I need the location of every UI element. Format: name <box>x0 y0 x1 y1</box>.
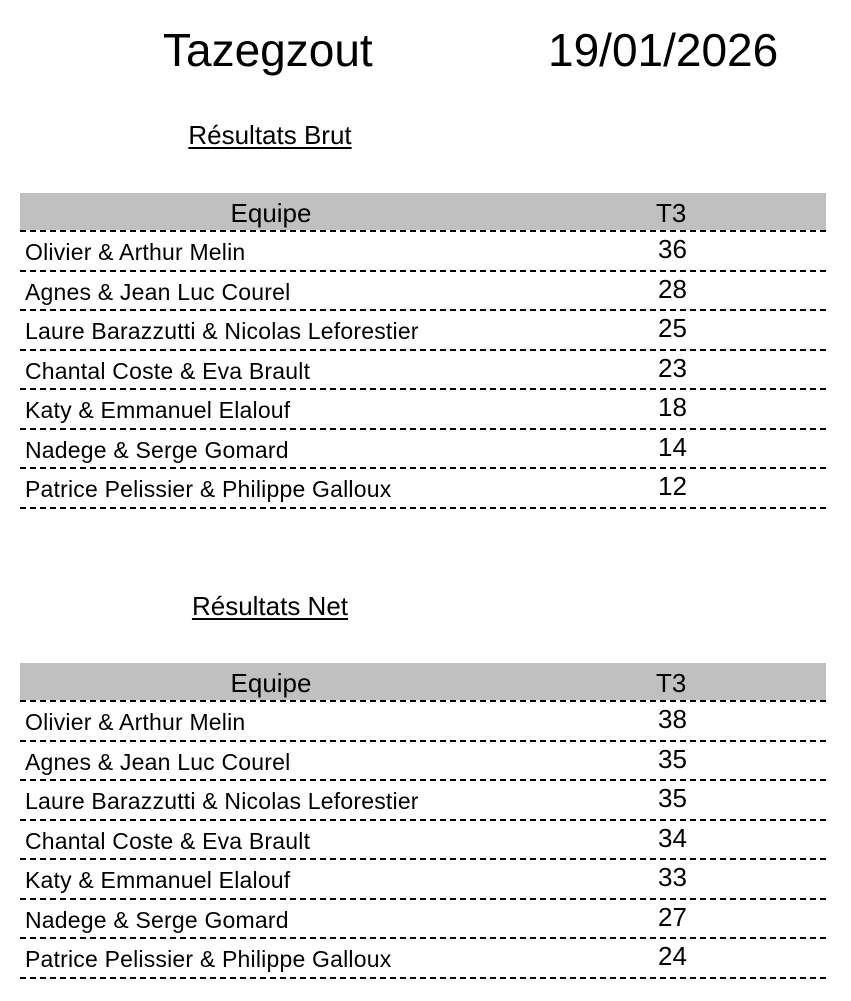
team-name: Nadege & Serge Gomard <box>25 436 289 463</box>
table-row <box>20 309 826 349</box>
team-name: Chantal Coste & Eva Brault <box>25 357 311 384</box>
table-row <box>20 270 826 310</box>
page-title-location: Tazegzout <box>163 24 373 76</box>
team-name: Katy & Emmanuel Elalouf <box>25 867 291 893</box>
team-score: 35 <box>658 743 687 774</box>
team-name: Agnes & Jean Luc Courel <box>25 748 291 775</box>
team-name: Katy & Emmanuel Elalouf <box>25 397 291 423</box>
team-score: 28 <box>658 273 687 304</box>
team-score: 18 <box>658 392 687 422</box>
section-title-net: Résultats Net <box>191 591 349 621</box>
page-title-date: 19/01/2026 <box>548 24 779 76</box>
team-score: 25 <box>658 313 687 343</box>
table-row <box>20 779 826 819</box>
team-score: 38 <box>658 704 687 734</box>
table-row <box>20 388 826 428</box>
table-header <box>20 193 826 230</box>
table-row <box>20 700 826 740</box>
team-name: Olivier & Arthur Melin <box>25 239 246 265</box>
team-name: Nadege & Serge Gomard <box>25 906 289 933</box>
team-name: Olivier & Arthur Melin <box>25 709 246 735</box>
table-row <box>20 230 826 270</box>
team-name: Patrice Pelissier & Philippe Galloux <box>25 476 392 502</box>
column-header-score: T3 <box>656 668 687 698</box>
team-name: Laure Barazzutti & Nicolas Leforestier <box>25 318 419 344</box>
results-table-brut <box>20 193 826 509</box>
table-row <box>20 937 826 979</box>
table-row <box>20 467 826 509</box>
team-score: 36 <box>658 234 687 264</box>
team-score: 12 <box>658 471 687 501</box>
team-name: Agnes & Jean Luc Courel <box>25 278 291 305</box>
table-row <box>20 349 826 389</box>
table-header <box>20 663 826 700</box>
section-title-brut: Résultats Brut <box>188 120 352 150</box>
team-score: 23 <box>658 352 687 383</box>
team-name: Patrice Pelissier & Philippe Galloux <box>25 946 392 972</box>
table-row <box>20 898 826 938</box>
table-row <box>20 740 826 780</box>
column-header-team: Equipe <box>230 198 312 228</box>
table-row <box>20 428 826 468</box>
column-header-team: Equipe <box>230 668 312 698</box>
results-table-net <box>20 663 826 979</box>
team-name: Chantal Coste & Eva Brault <box>25 827 311 854</box>
team-score: 33 <box>658 862 687 892</box>
team-score: 14 <box>658 431 687 462</box>
table-row <box>20 858 826 898</box>
table-row <box>20 819 826 859</box>
team-score: 24 <box>658 941 687 971</box>
team-score: 34 <box>658 822 687 853</box>
team-score: 27 <box>658 901 687 932</box>
team-name: Laure Barazzutti & Nicolas Leforestier <box>25 788 419 814</box>
column-header-score: T3 <box>656 198 687 228</box>
team-score: 35 <box>658 783 687 813</box>
